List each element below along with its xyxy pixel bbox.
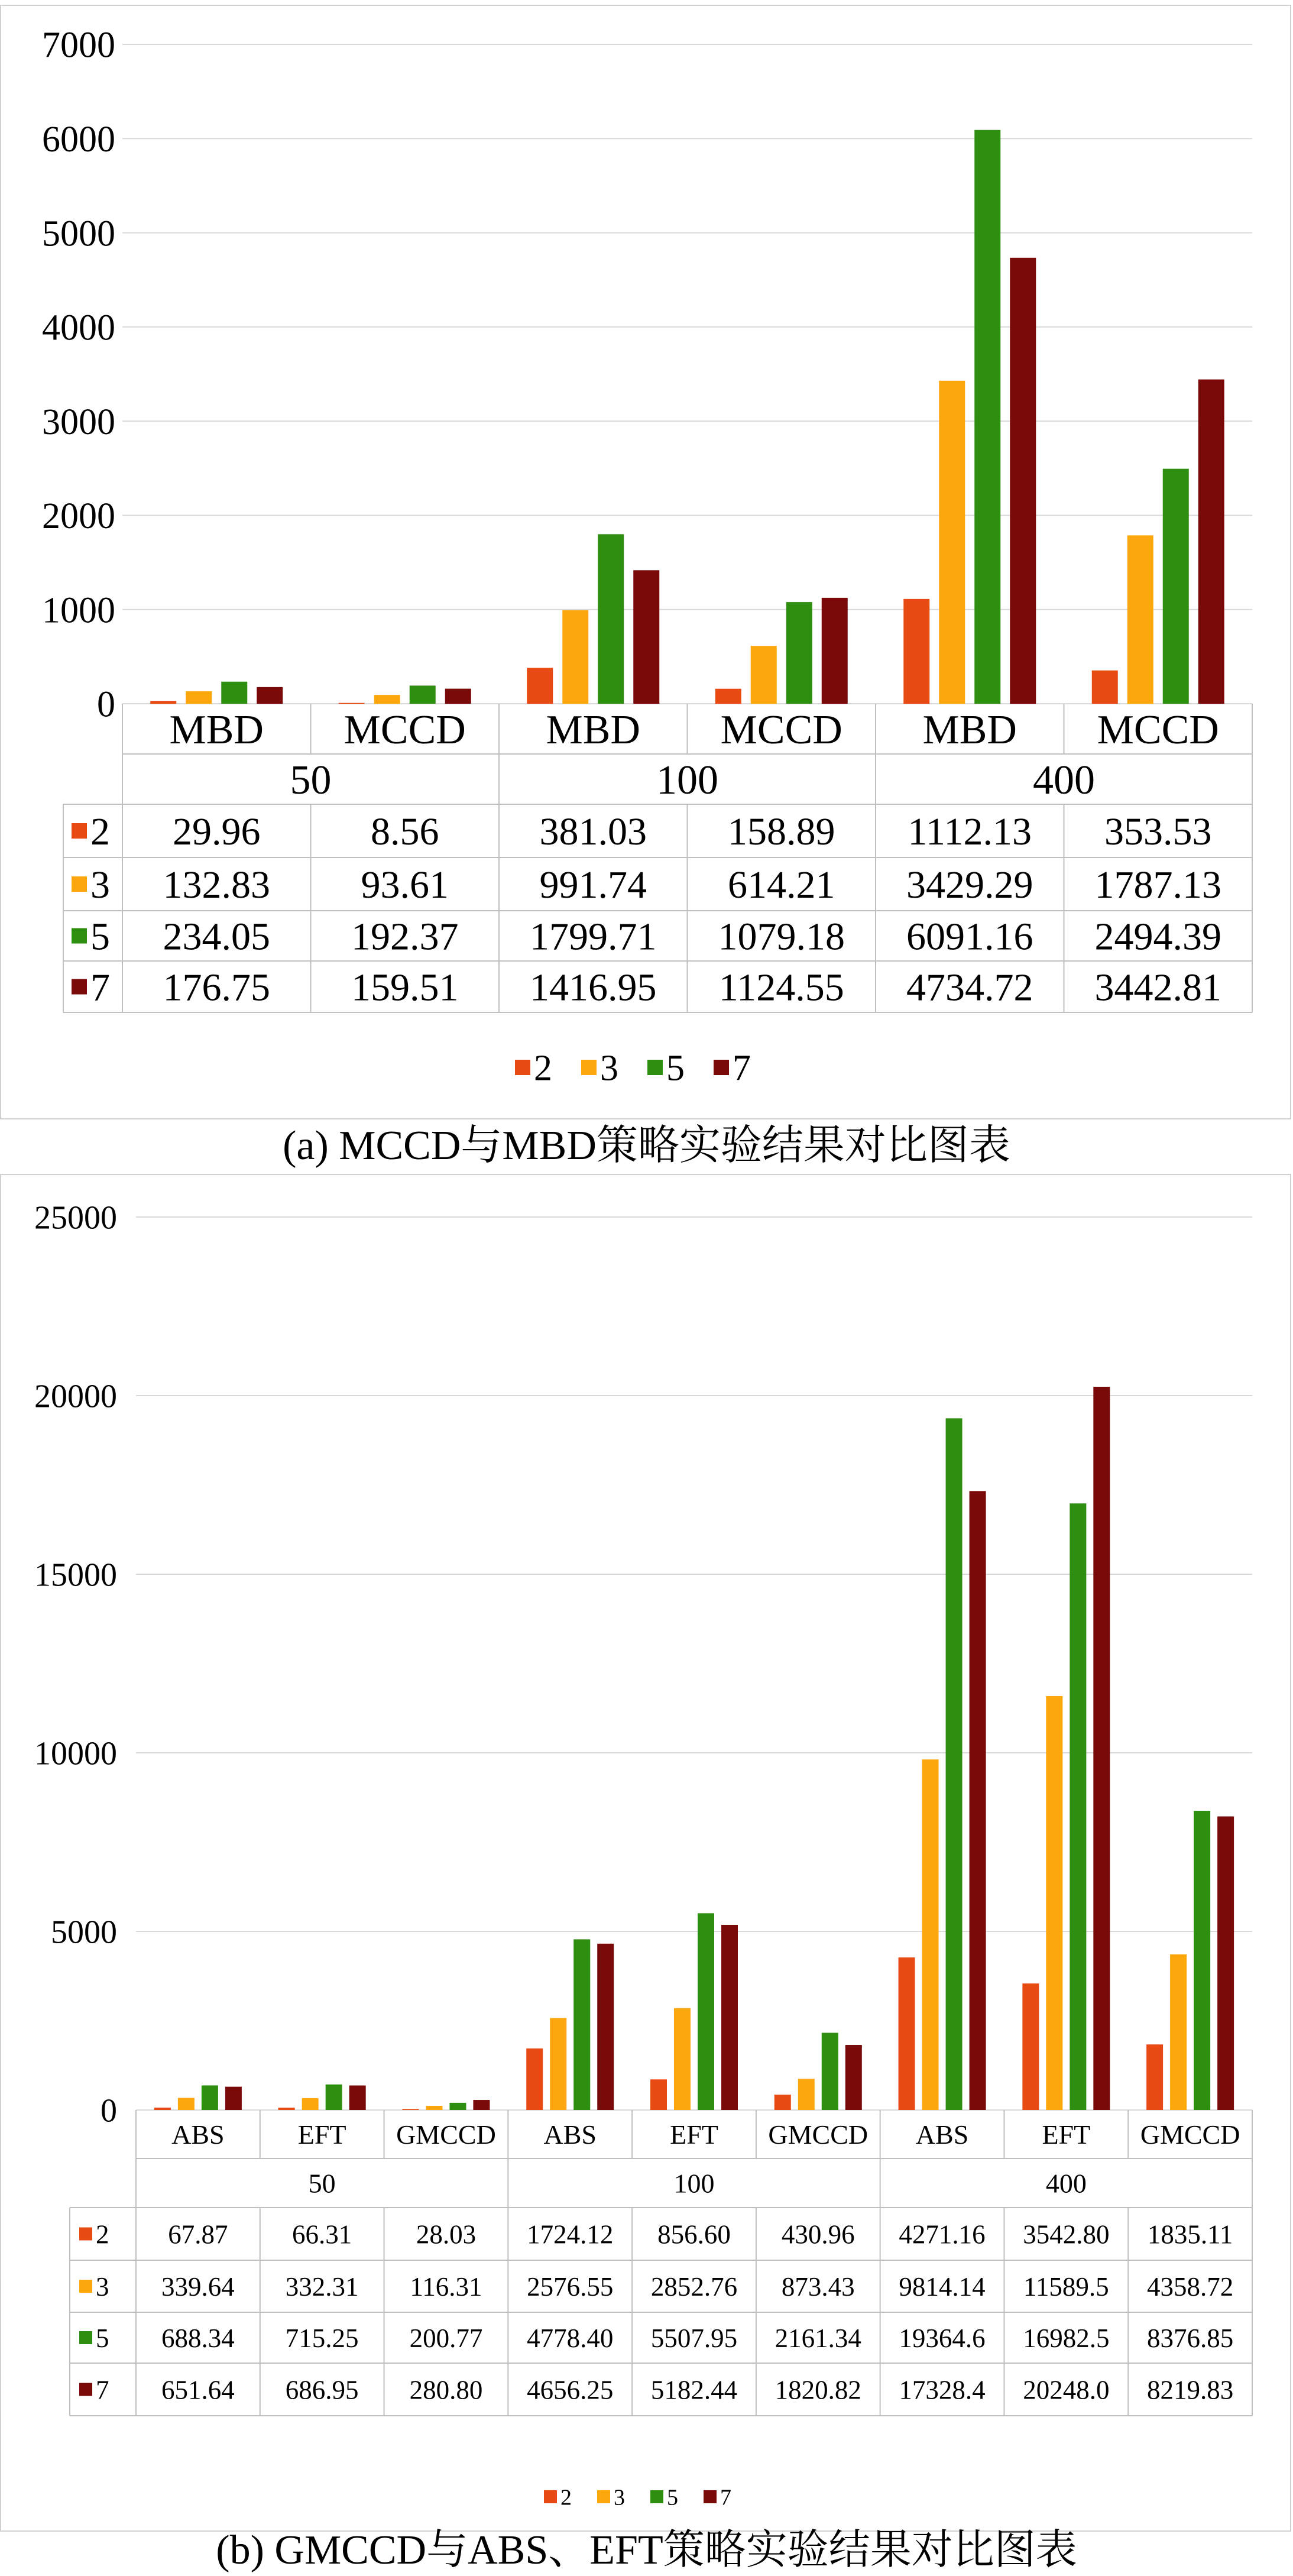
legend-key-3 [79, 2280, 92, 2293]
category-label: GMCCD [768, 2119, 869, 2150]
category-label: MCCD [343, 707, 466, 753]
data-label: 1724.12 [527, 2219, 614, 2250]
series-key-label: 2 [90, 810, 110, 854]
series-key-label: 5 [90, 915, 110, 959]
legend-swatch-3 [597, 2490, 610, 2503]
legend-label: 5 [667, 2485, 678, 2510]
group-label: 50 [290, 758, 332, 803]
data-label: 5182.44 [650, 2375, 738, 2405]
bar-7 [1093, 1387, 1110, 2110]
data-label: 1112.13 [908, 810, 1032, 854]
data-label: 29.96 [173, 810, 261, 854]
data-label: 4271.16 [899, 2219, 986, 2250]
data-label: 1835.11 [1147, 2219, 1233, 2250]
data-label: 1124.55 [718, 966, 844, 1009]
bar-7 [1217, 1817, 1234, 2110]
bar-2 [1022, 1983, 1039, 2110]
data-label: 8.56 [371, 810, 439, 854]
category-label: ABS [543, 2119, 597, 2150]
data-label: 339.64 [161, 2271, 235, 2302]
legend-label: 2 [560, 2485, 572, 2510]
data-label: 159.51 [351, 966, 459, 1009]
data-label: 66.31 [292, 2219, 352, 2250]
legend-label: 7 [720, 2485, 731, 2510]
data-label: 856.60 [657, 2219, 731, 2250]
bar-2 [774, 2095, 791, 2110]
group-label: 100 [673, 2168, 715, 2199]
group-label: 100 [656, 758, 718, 803]
series-key-label: 7 [90, 966, 110, 1009]
data-label: 873.43 [781, 2271, 855, 2302]
bar-2 [278, 2108, 295, 2110]
data-label: 1820.82 [774, 2375, 861, 2405]
data-label: 4358.72 [1146, 2271, 1234, 2302]
data-label: 116.31 [410, 2271, 482, 2302]
data-label: 4778.40 [527, 2323, 614, 2353]
bar-2 [154, 2108, 171, 2110]
category-label: GMCCD [1140, 2119, 1240, 2150]
bar-5 [946, 1418, 963, 2110]
y-tick-label: 7000 [42, 25, 115, 66]
legend-key-2 [79, 2228, 92, 2241]
data-label: 67.87 [168, 2219, 228, 2250]
bar-7 [721, 1925, 738, 2110]
bar-3 [426, 2106, 442, 2110]
data-label: 2576.55 [527, 2271, 614, 2302]
legend-swatch-5 [650, 2490, 663, 2503]
bar-3 [178, 2098, 195, 2110]
category-label: MBD [169, 707, 264, 753]
data-label: 17328.4 [899, 2375, 986, 2405]
data-label: 176.75 [163, 966, 270, 1009]
legend-label: 5 [666, 1048, 685, 1089]
data-label: 2494.39 [1094, 915, 1221, 959]
bar-3 [1046, 1696, 1062, 2110]
y-tick-label: 20000 [34, 1378, 117, 1415]
category-label: ABS [915, 2119, 969, 2150]
bar-3 [674, 2008, 691, 2110]
bar-7 [349, 2086, 366, 2110]
data-label: 9814.14 [899, 2271, 986, 2302]
category-label: EFT [670, 2119, 718, 2150]
data-label: 686.95 [285, 2375, 359, 2405]
data-label: 1416.95 [530, 966, 657, 1009]
data-label: 8376.85 [1146, 2323, 1234, 2353]
legend-key-5 [79, 2331, 92, 2344]
data-label: 381.03 [539, 810, 647, 854]
bar-7 [845, 2045, 862, 2110]
y-tick-label: 25000 [34, 1199, 117, 1237]
bar-5 [326, 2085, 342, 2110]
y-tick-label: 4000 [42, 308, 115, 348]
y-tick-label: 3000 [42, 402, 115, 442]
bar-5 [698, 1913, 714, 2110]
y-tick-label: 2000 [42, 496, 115, 537]
data-label: 3429.29 [906, 863, 1033, 907]
legend-label: 2 [534, 1048, 552, 1089]
category-label: MCCD [720, 707, 842, 753]
category-label: MCCD [1097, 707, 1219, 753]
series-key-label: 7 [96, 2375, 109, 2405]
legend-label: 3 [600, 1048, 618, 1089]
data-label: 16982.5 [1023, 2323, 1110, 2353]
data-label: 11589.5 [1023, 2271, 1109, 2302]
bar-5 [822, 2033, 838, 2110]
bar-5 [1194, 1811, 1210, 2110]
legend-label: 3 [614, 2485, 625, 2510]
y-tick-label: 1000 [42, 590, 115, 631]
data-label: 651.64 [161, 2375, 235, 2405]
legend-swatch-2 [544, 2490, 557, 2503]
chart-b-caption: (b) GMCCD与ABS、EFT策略实验结果对比图表 [216, 2528, 1077, 2573]
data-label: 614.21 [728, 863, 835, 907]
data-label: 353.53 [1104, 810, 1212, 854]
data-label: 28.03 [416, 2219, 477, 2250]
data-label: 8219.83 [1146, 2375, 1234, 2405]
bar-3 [1170, 1954, 1187, 2110]
legend-swatch-7 [704, 2490, 717, 2503]
y-tick-label: 15000 [34, 1556, 117, 1594]
data-label: 991.74 [539, 863, 647, 907]
y-tick-label: 0 [97, 684, 115, 725]
category-label: GMCCD [396, 2119, 496, 2150]
bar-7 [970, 1491, 986, 2110]
data-label: 2852.76 [650, 2271, 738, 2302]
data-label: 132.83 [163, 863, 270, 907]
y-tick-label: 5000 [51, 1914, 117, 1951]
bar-3 [550, 2018, 566, 2110]
data-label: 688.34 [161, 2323, 235, 2353]
bar-3 [302, 2098, 319, 2110]
y-tick-label: 10000 [34, 1735, 117, 1772]
bar-2 [402, 2109, 419, 2110]
y-tick-label: 0 [101, 2092, 117, 2130]
legend-key-7 [79, 2383, 92, 2396]
data-label: 20248.0 [1023, 2375, 1110, 2405]
y-tick-label: 6000 [42, 119, 115, 160]
chart-a-caption: (a) MCCD与MBD策略实验结果对比图表 [283, 1123, 1010, 1169]
data-label: 5507.95 [650, 2323, 738, 2353]
bar-3 [798, 2079, 815, 2110]
bar-7 [597, 1944, 614, 2110]
bar-2 [650, 2079, 667, 2110]
series-key-label: 3 [90, 863, 110, 907]
group-label: 50 [308, 2168, 336, 2199]
data-label: 19364.6 [899, 2323, 986, 2353]
data-label: 1787.13 [1094, 863, 1221, 907]
category-label: EFT [297, 2119, 346, 2150]
category-label: EFT [1042, 2119, 1091, 2150]
y-tick-label: 5000 [42, 213, 115, 254]
bar-5 [573, 1939, 590, 2110]
data-label: 192.37 [351, 915, 459, 959]
bar-3 [922, 1759, 939, 2110]
data-label: 280.80 [409, 2375, 483, 2405]
category-label: ABS [171, 2119, 225, 2150]
category-label: MBD [546, 707, 640, 753]
data-label: 3542.80 [1023, 2219, 1110, 2250]
data-label: 332.31 [285, 2271, 359, 2302]
data-label: 4656.25 [527, 2375, 614, 2405]
group-label: 400 [1033, 758, 1095, 803]
bar-2 [526, 2048, 543, 2110]
data-label: 430.96 [781, 2219, 855, 2250]
data-label: 2161.34 [774, 2323, 861, 2353]
data-label: 6091.16 [906, 915, 1033, 959]
data-label: 234.05 [163, 915, 270, 959]
data-label: 200.77 [409, 2323, 483, 2353]
data-label: 93.61 [361, 863, 449, 907]
group-label: 400 [1045, 2168, 1087, 2199]
series-key-label: 5 [96, 2323, 109, 2353]
legend-label: 7 [733, 1048, 751, 1089]
data-label: 4734.72 [906, 966, 1033, 1009]
bar-7 [225, 2087, 242, 2110]
category-label: MBD [922, 707, 1017, 753]
bar-7 [473, 2100, 490, 2110]
data-label: 158.89 [728, 810, 835, 854]
data-label: 1799.71 [530, 915, 657, 959]
bar-5 [1070, 1503, 1086, 2110]
data-label: 3442.81 [1094, 966, 1221, 1009]
series-key-label: 3 [96, 2271, 109, 2302]
bar-2 [1146, 2044, 1163, 2110]
data-label: 715.25 [285, 2323, 359, 2353]
data-label: 1079.18 [718, 915, 845, 959]
bar-5 [449, 2103, 466, 2110]
series-key-label: 2 [96, 2219, 109, 2250]
bar-5 [202, 2085, 218, 2110]
bar-2 [899, 1957, 915, 2110]
